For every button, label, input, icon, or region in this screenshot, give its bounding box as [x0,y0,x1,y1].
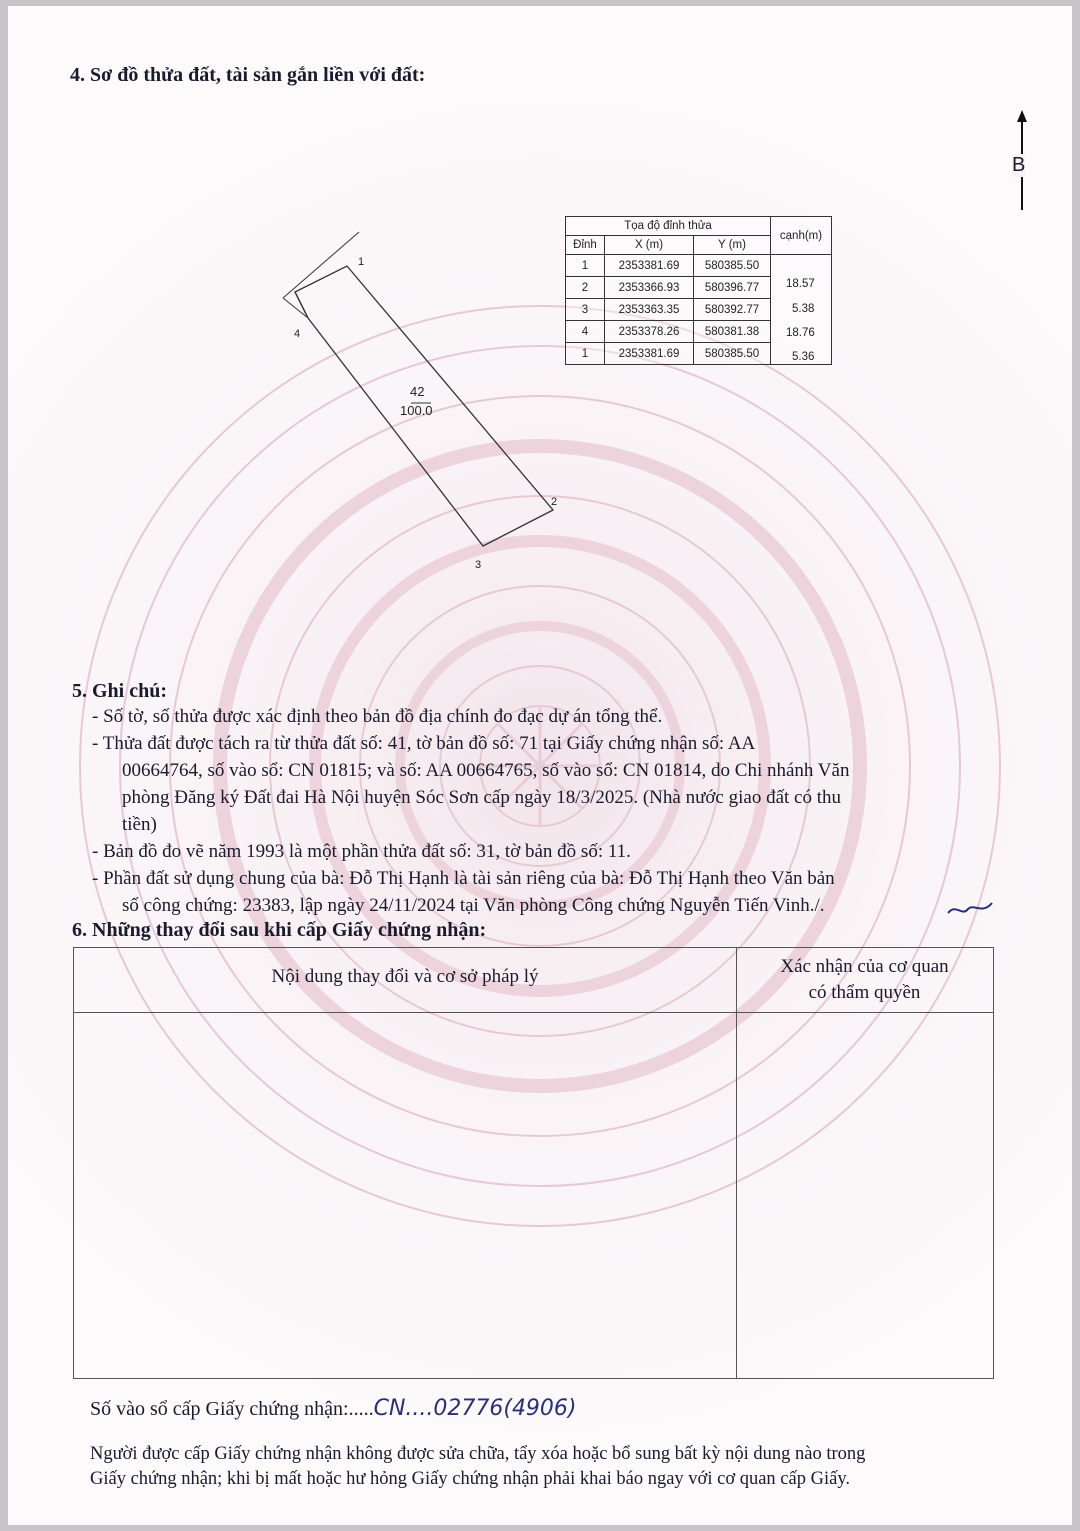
y-cell: 580392.77 [694,299,771,321]
coord-table-x-header: X (m) [605,236,694,255]
initials-mark [946,899,994,919]
y-cell: 580381.38 [694,321,771,343]
vertex-label-1: 1 [358,256,365,268]
y-cell: 580385.50 [694,343,771,365]
cert-register [90,1396,577,1421]
note-line-4: phòng Đăng ký Đất đai Hà Nội huyện Sóc Sơn cấp ngày 18/3/2025. (Nhà nước giao đất có thu [122,787,842,808]
table-row [566,255,832,277]
note-line-7: - Phần đất sử dụng chung của bà: Đỗ Thị Hạnh là tài sản riêng của bà: Đỗ Thị Hạnh theo Văn bản [92,868,835,889]
vertex-cell: 1 [566,343,605,365]
vertex-label-4: 4 [294,328,301,340]
vertex-cell: 3 [566,299,605,321]
changes-table [73,947,994,1379]
coord-table-y-header: Y (m) [694,236,771,255]
note-line-6: - Bản đồ đo vẽ năm 1993 là một phần thửa đất số: 31, tờ bản đồ số: 11. [92,841,631,862]
north-arrow [1014,110,1030,216]
changes-authority-header [736,954,993,1006]
edge-length-1-2: 18.57 [786,278,815,290]
changes-content-header: Nội dung thay đổi và cơ sở pháp lý [271,966,539,987]
vertex-cell: 2 [566,277,605,299]
warning-line-1: Người được cấp Giấy chứng nhận không được sửa chữa, tẩy xóa hoặc bổ sung bất kỳ nội dung nào trong [90,1444,866,1464]
x-cell: 2353378.26 [605,321,694,343]
x-cell: 2353363.35 [605,299,694,321]
note-line-2: - Thửa đất được tách ra từ thửa đất số: 41, tờ bản đồ số: 71 tại Giấy chứng nhận số: AA [92,733,756,754]
vertex-label-2: 2 [551,496,558,508]
x-cell: 2353366.93 [605,277,694,299]
coord-table-title: Tọa độ đỉnh thửa [566,217,771,236]
authority-header-line2: có thẩm quyền [808,982,921,1003]
warning-line-2: Giấy chứng nhận; khi bị mất hoặc hư hỏng Giấy chứng nhận phải khai báo ngay với cơ quan cấp Giấy. [90,1469,850,1489]
north-label: B [1012,154,1026,176]
certificate-page [8,6,1072,1525]
cert-register-value: CN....02776(4906) [373,1396,577,1421]
coord-table-vertex-header: Đỉnh [566,236,605,255]
note-line-8: số công chứng: 23383, lập ngày 24/11/2024 tại Văn phòng Công chứng Nguyễn Tiến Vinh./. [122,895,825,916]
changes-table-divider [736,948,737,1378]
parcel-number: 42 [410,384,425,399]
coordinate-table [565,216,832,365]
section5-title: 5. Ghi chú: [72,680,168,702]
y-cell: 580385.50 [694,255,771,277]
vertex-cell: 4 [566,321,605,343]
edge-length-4-1: 5.36 [792,351,815,363]
parcel-sketch [263,216,583,586]
x-cell: 2353381.69 [605,343,694,365]
y-cell: 580396.77 [694,277,771,299]
authority-header-line1: Xác nhận của cơ quan [780,956,949,977]
note-line-5: tiền) [122,814,157,835]
x-cell: 2353381.69 [605,255,694,277]
note-line-1: - Số tờ, số thửa được xác định theo bản đồ địa chính đo đạc dự án tổng thể. [92,706,663,727]
edge-length-3-4: 18.76 [786,327,815,339]
cert-register-label: Số vào sổ cấp Giấy chứng nhận:..... [90,1398,374,1420]
coord-table-edge-header: cạnh(m) [771,217,832,255]
vertex-cell: 1 [566,255,605,277]
section4-title: 4. Sơ đồ thửa đất, tài sản gắn liền với đất: [70,64,426,86]
parcel-area: 100.0 [400,403,433,418]
note-line-3: 00664764, số vào sổ: CN 01815; và số: AA 00664765, số vào sổ: CN 01814, do Chi nhánh Văn [122,760,850,781]
edge-length-2-3: 5.38 [792,303,815,315]
vertex-label-3: 3 [475,559,482,571]
section6-title: 6. Những thay đổi sau khi cấp Giấy chứng nhận: [72,919,487,941]
